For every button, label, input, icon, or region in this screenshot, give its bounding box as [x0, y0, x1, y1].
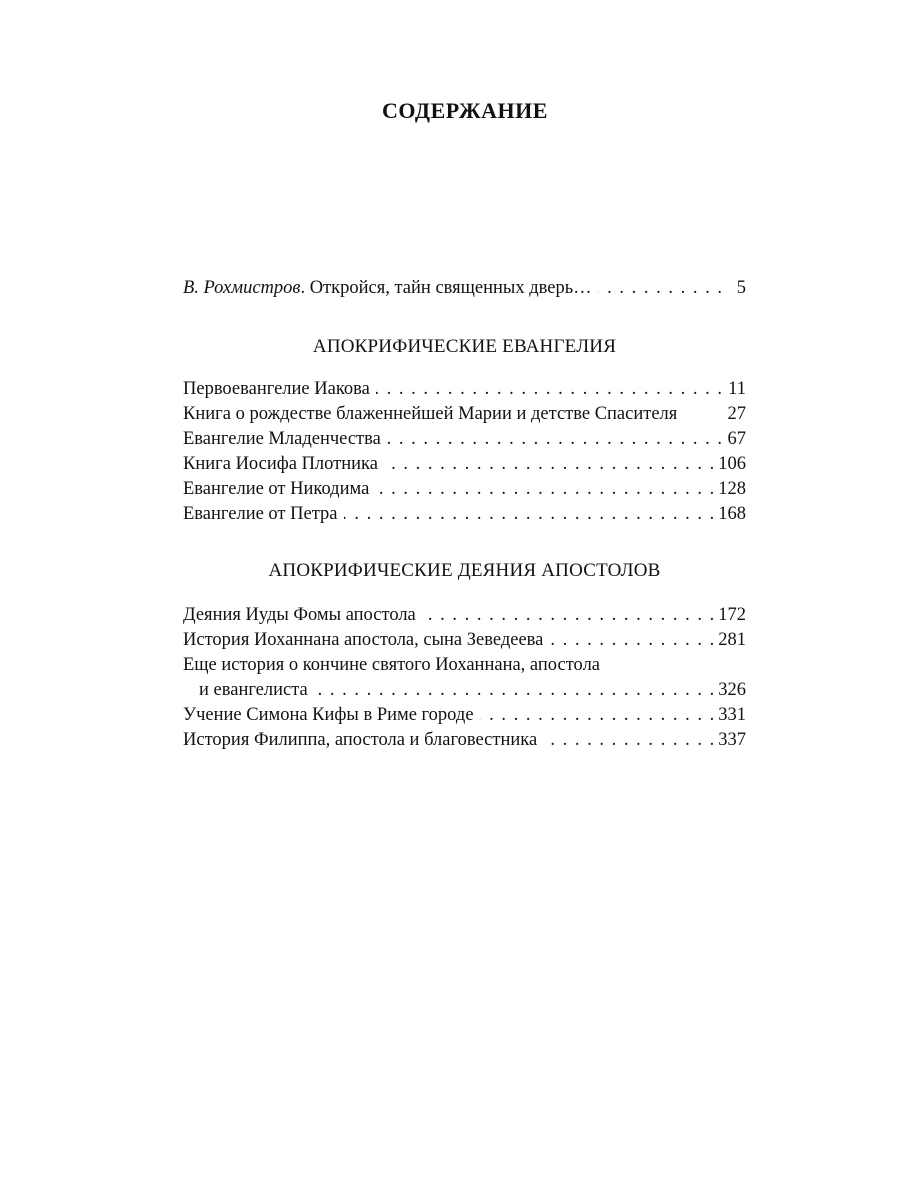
leader-dots: [376, 377, 722, 402]
toc-entry[interactable]: [183, 502, 746, 527]
toc-entry[interactable]: [183, 427, 746, 452]
toc-entry-title: Евангелие от Петра: [183, 504, 338, 524]
toc-entry-page: 168: [718, 504, 746, 524]
toc-entry[interactable]: [183, 402, 746, 427]
toc-entry-page: 106: [718, 454, 746, 474]
toc-entry[interactable]: [183, 452, 746, 477]
leader-dots: [344, 502, 715, 527]
toc-entry-title: Книга Иосифа Плотника: [183, 454, 378, 474]
intro-page: 5: [736, 278, 746, 298]
toc-entry-title: Еще история о кончине святого Иоханнана, апостола: [183, 655, 601, 675]
toc-entry-title: История Иоханнана апостола, сына Зеведеева: [183, 630, 544, 650]
toc-entry-title: История Филиппа, апостола и благовестника: [183, 730, 538, 750]
intro-author: В. Рохмистров: [183, 278, 301, 298]
leader-dots: [543, 728, 714, 753]
leader-dots: [384, 452, 714, 477]
toc-entry-page: 326: [718, 680, 746, 700]
toc-entry-title-cont: и евангелиста: [199, 680, 308, 700]
toc-entry-multiline-cont[interactable]: [183, 678, 746, 703]
toc-entry-title: Учение Симона Кифы в Риме городе: [183, 705, 474, 725]
toc-entry-page: 27: [727, 404, 746, 424]
toc-entry-title: Книга о рождестве блаженнейшей Марии и детстве Спасителя: [183, 404, 678, 424]
toc-entry-title: Первоевангелие Иакова: [183, 379, 370, 399]
toc-entry[interactable]: [183, 703, 746, 728]
toc-entry[interactable]: [183, 603, 746, 628]
toc-entry[interactable]: [183, 628, 746, 653]
toc-entry-page: 67: [727, 429, 746, 449]
leader-dots: [387, 427, 722, 452]
intro-title: . Откройся, тайн священных дверь…: [300, 278, 592, 298]
leader-dots: [375, 477, 714, 502]
section-acts-list: [183, 603, 746, 753]
toc-entry-title: Деяния Иуды Фомы апостола: [183, 605, 416, 625]
toc-entry-intro[interactable]: [183, 276, 746, 301]
leader-dots: [314, 678, 714, 703]
intro-entry: [183, 276, 746, 301]
toc-entry[interactable]: [183, 728, 746, 753]
toc-entry[interactable]: [183, 477, 746, 502]
toc-entry-title: Евангелие Младенчества: [183, 429, 381, 449]
toc-entry-page: 128: [718, 479, 746, 499]
toc-entry-multiline-first[interactable]: [183, 653, 746, 678]
leader-dots: [549, 628, 714, 653]
leader-dots: [480, 703, 715, 728]
toc-entry-page: 331: [718, 705, 746, 725]
page-title: СОДЕРЖАНИЕ: [382, 98, 548, 123]
leader-dots: [422, 603, 714, 628]
toc-entry-page: 337: [718, 730, 746, 750]
toc-entry-page: 11: [728, 379, 746, 399]
toc-entry-page: 281: [718, 630, 746, 650]
toc-entry-title: Евангелие от Никодима: [183, 479, 370, 499]
toc-entry[interactable]: [183, 377, 746, 402]
section-heading-acts: АПОКРИФИЧЕСКИЕ ДЕЯНИЯ АПОСТОЛОВ: [268, 560, 661, 581]
toc-entry-page: 172: [718, 605, 746, 625]
section-heading-gospels: АПОКРИФИЧЕСКИЕ ЕВАНГЕЛИЯ: [312, 336, 617, 357]
section-gospels-list: [183, 377, 746, 527]
leader-dots: [598, 276, 722, 301]
